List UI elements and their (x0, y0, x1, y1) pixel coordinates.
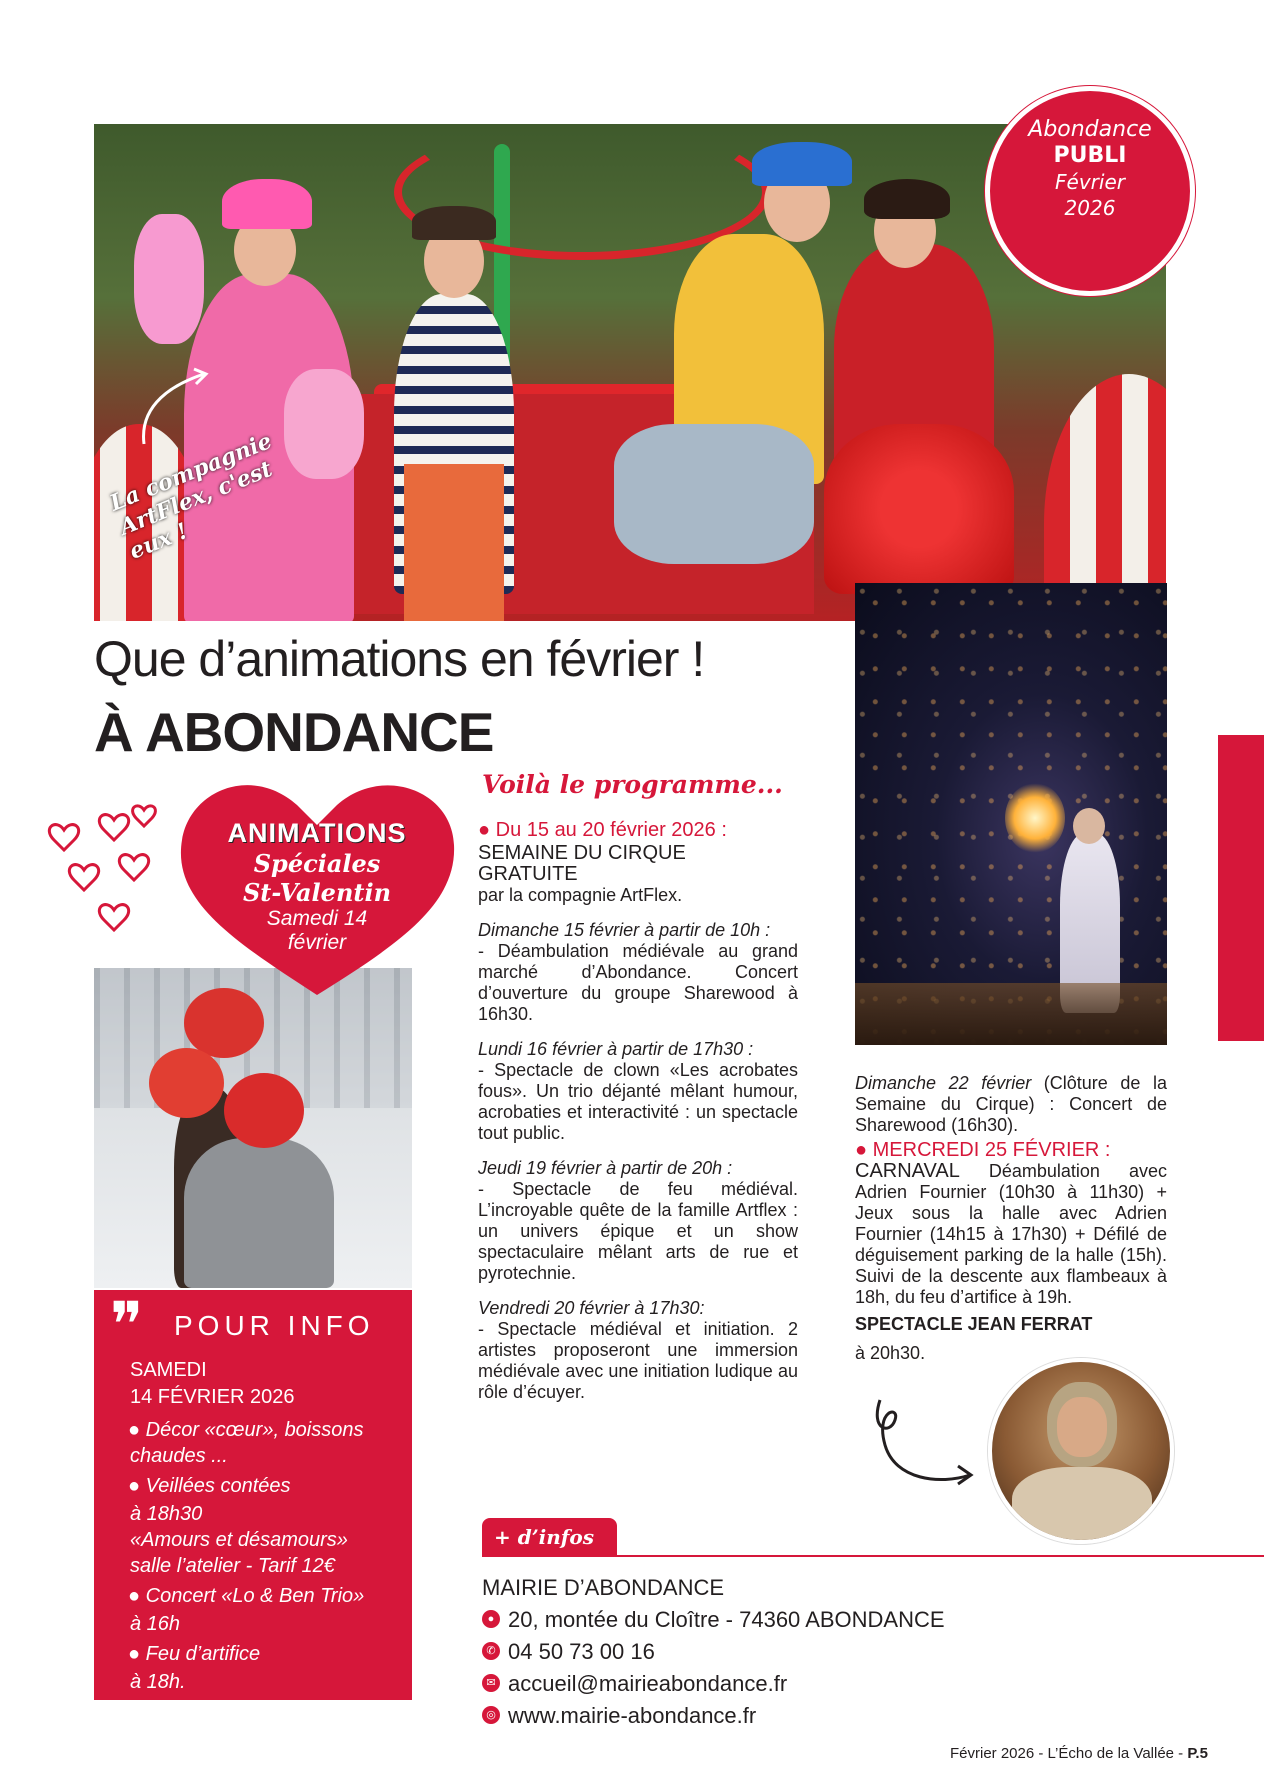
heart-date-1: Samedi 14 (266, 907, 368, 930)
info-line: ● Veillées contées (128, 1475, 291, 1497)
sunday-date: Dimanche 22 février (855, 1073, 1032, 1093)
heart-date-2: février (287, 931, 347, 954)
carnaval-text: Déambulation avec Adrien Fournier (10h30 à 11h30) + Jeux sous la halle avec Adrien Fournier (14h15 à 17h30) + Défilé de déguisement parking de la halle (15h). Suivi de la descente aux flambeaux à 18h, du feu d’artifice à 19h. (855, 1161, 1167, 1307)
carnaval-label: CARNAVAL (855, 1160, 960, 1182)
headline-town: À ABONDANCE (94, 701, 494, 763)
event-title-2: GRATUITE (478, 863, 578, 885)
portrait-photo (988, 1358, 1174, 1544)
contact-address (482, 1604, 945, 1636)
contact-block (482, 1570, 945, 1732)
program-item-text: - Déambulation médiévale au grand marché d’Abondance. Concert d’ouverture du groupe Sharewood à 16h30. (478, 941, 798, 1024)
right-column (855, 1073, 1167, 1364)
program-item-date: Jeudi 19 février à partir de 20h : (478, 1158, 733, 1178)
program-item-text: - Spectacle médiéval et initiation. 2 artistes proposeront une immersion médiévale avec une initiation ludique au rôle d’écuyer. (478, 1319, 798, 1402)
info-line: 14 FÉVRIER 2026 (130, 1386, 295, 1408)
wednesday-heading: ● MERCREDI 25 FÉVRIER : (855, 1139, 1111, 1161)
contact-email (482, 1668, 945, 1700)
info-line: «Amours et désamours» (130, 1529, 348, 1551)
address-text: 20, montée du Cloître - 74360 ABONDANCE (508, 1607, 945, 1632)
sunday-text: (Clôture de la Semaine du Cirque) : Concert de Sharewood (16h30). (855, 1073, 1167, 1135)
page-number: P.5 (1187, 1745, 1208, 1762)
mail-icon: ✉ (482, 1674, 500, 1692)
info-box (94, 1290, 412, 1700)
badge-line-1: Abondance (1028, 117, 1152, 142)
phone-text[interactable]: 04 50 73 00 16 (508, 1639, 655, 1664)
info-line: SAMEDI (130, 1359, 207, 1381)
show-time: à 20h30. (855, 1343, 926, 1363)
divider (482, 1555, 1264, 1557)
side-tab (1218, 735, 1264, 1041)
program-column (478, 820, 798, 1411)
hearts-icon (44, 800, 164, 940)
fire-show-photo (855, 583, 1167, 1045)
sunday-event (855, 1073, 1167, 1136)
arrow-icon (134, 364, 224, 454)
badge-line-2: PUBLI (1053, 143, 1127, 168)
hero-caption: La compagnie ArtFlex, c'est eux ! (106, 427, 276, 565)
info-line: ● Concert «Lo & Ben Trio» (128, 1585, 365, 1607)
program-range: ● Du 15 au 20 février 2026 : (478, 819, 727, 841)
program-item-date: Lundi 16 février à partir de 17h30 : (478, 1039, 754, 1059)
contact-phone (482, 1636, 945, 1668)
event-by: par la compagnie ArtFlex. (478, 885, 683, 905)
phone-icon: ✆ (482, 1642, 500, 1660)
program-item-text: - Spectacle de clown «Les acrobates fous». Un trio déjanté mêlant humour, acrobaties et interactivité : un spectacle tout public. (478, 1060, 798, 1143)
info-line: chaudes ... (130, 1445, 228, 1467)
heart-subtitle-2: St-Valentin (242, 878, 392, 907)
info-line: à 18h. (130, 1671, 186, 1693)
couple-photo (94, 968, 412, 1288)
info-line: ● Décor «cœur», boissons (128, 1419, 364, 1441)
heart-title: ANIMATIONS (227, 818, 407, 848)
location-icon: ● (482, 1610, 500, 1628)
event-title: SEMAINE DU CIRQUE (478, 842, 686, 864)
footer (950, 1745, 1208, 1762)
info-title: POUR INFO (174, 1310, 375, 1341)
program-item-text: - Spectacle de feu médiéval. L’incroyable quête de la famille Artflex : un univers épique et un show spectaculaire mêlant arts de rue et pyrotechnie. (478, 1179, 798, 1283)
info-line: à 18h30 (130, 1503, 203, 1525)
footer-text: Février 2026 - L’Écho de la Vallée - (950, 1745, 1188, 1762)
info-line: salle l’atelier - Tarif 12€ (130, 1555, 335, 1577)
program-heading: Voilà le programme... (482, 770, 783, 799)
headline: Que d’animations en février ! (94, 631, 705, 687)
program-item-date: Vendredi 20 février à 17h30: (478, 1298, 705, 1318)
contact-web (482, 1700, 945, 1732)
heart-text (182, 818, 452, 955)
web-link[interactable]: www.mairie-abondance.fr (508, 1703, 757, 1728)
globe-icon: ◎ (482, 1706, 500, 1724)
arrow-icon (870, 1390, 980, 1500)
info-line: ● Feu d’artifice (128, 1643, 261, 1665)
program-item-date: Dimanche 15 février à partir de 10h : (478, 920, 771, 940)
email-link[interactable]: accueil@mairieabondance.fr (508, 1671, 788, 1696)
show-title: SPECTACLE JEAN FERRAT (855, 1314, 1093, 1334)
badge-line-3: Février (1055, 170, 1125, 194)
infos-tab-label: + d’infos (494, 1525, 595, 1549)
publi-badge (985, 86, 1195, 296)
infos-tab (482, 1518, 617, 1556)
carnaval-event (855, 1161, 1167, 1308)
info-line: à 16h (130, 1613, 181, 1635)
badge-line-4: 2026 (1064, 196, 1116, 220)
heart-subtitle-1: Spéciales (253, 849, 381, 878)
contact-org: MAIRIE D’ABONDANCE (482, 1575, 725, 1600)
quote-icon: ❞ (110, 1288, 144, 1361)
